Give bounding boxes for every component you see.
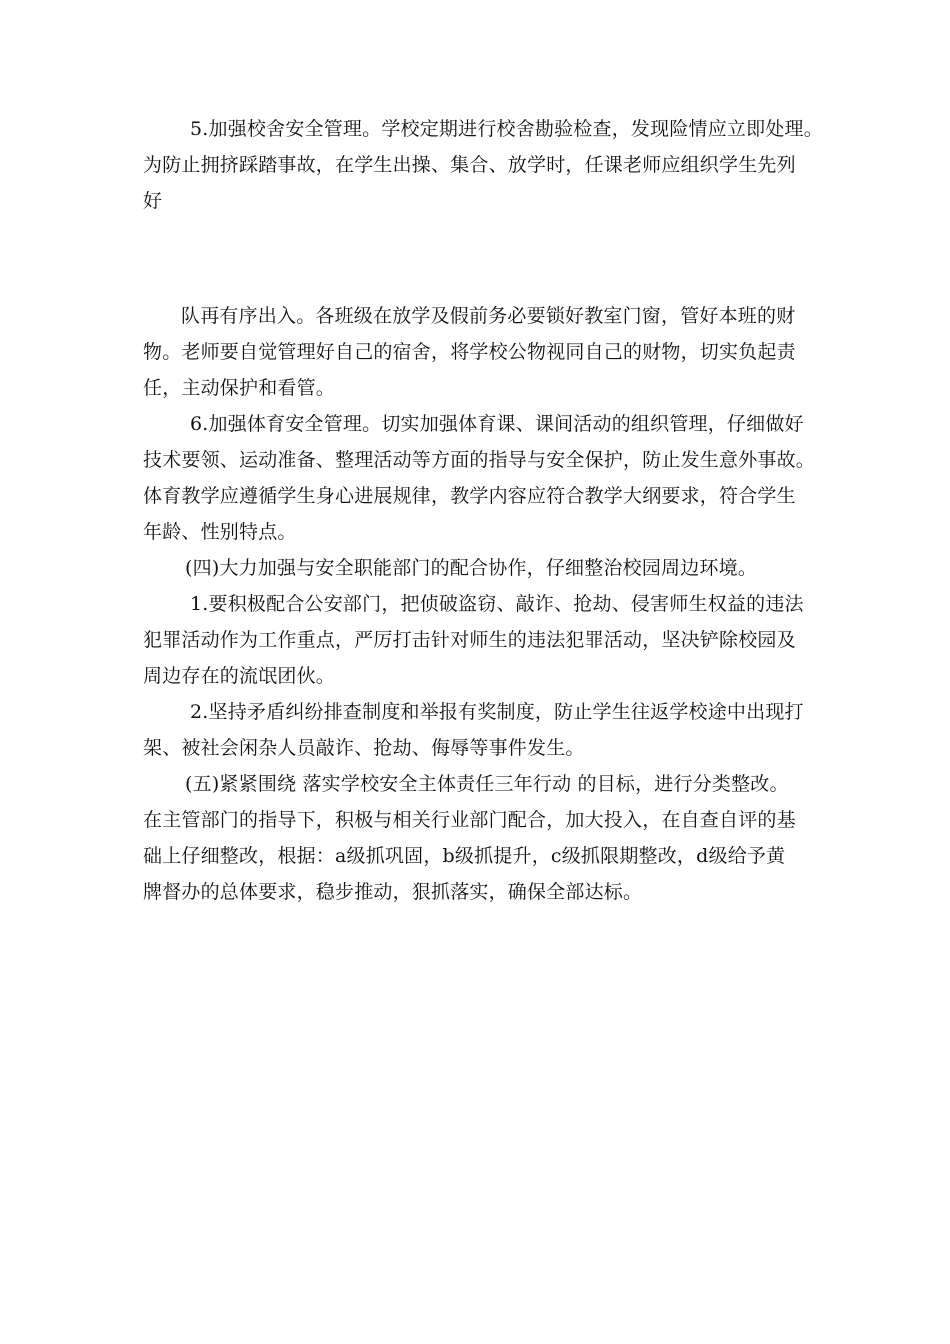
text-line: 5.加强校舍安全管理。学校定期进行校舍勘验检查，发现险情应立即处理。 xyxy=(190,118,823,140)
text-line: 体育教学应遵循学生身心进展规律，教学内容应符合教学大纲要求，符合学生 xyxy=(143,485,796,507)
section-heading: (五)紧紧围绕 落实学校安全主体责任三年行动 的目标，进行分类整改。 xyxy=(185,773,789,795)
text-line: 物。老师要自觉管理好自己的宿舍，将学校公物视同自己的财物，切实负起责 xyxy=(143,341,796,363)
text-line: 6.加强体育安全管理。切实加强体育课、课间活动的组织管理，仔细做好 xyxy=(190,413,804,435)
text-line: 在主管部门的指导下，积极与相关行业部门配合，加大投入，在自查自评的基 xyxy=(143,809,796,831)
paragraph-school-building-safety xyxy=(143,111,823,219)
text-line: 1.要积极配合公安部门，把侦破盗窃、敲诈、抢劫、侵害师生权益的违法 xyxy=(190,593,804,615)
text-line: 队再有序出入。各班级在放学及假前务必要锁好教室门窗，管好本班的财 xyxy=(181,305,796,327)
text-line: 任，主动保护和看管。 xyxy=(143,377,336,399)
text-line: 2.坚持矛盾纠纷排查制度和举报有奖制度，防止学生往返学校途中出现打 xyxy=(190,701,804,723)
text-line: 犯罪活动作为工作重点，严厉打击针对师生的违法犯罪活动，坚决铲除校园及 xyxy=(143,629,796,651)
text-line: 好 xyxy=(143,190,163,212)
text-line: 周边存在的流氓团伙。 xyxy=(143,665,336,687)
text-line: 础上仔细整改，根据：a级抓巩固，b级抓提升，c级抓限期整改，d级给予黄 xyxy=(143,845,786,867)
text-line: 架、被社会闲杂人员敲诈、抢劫、侮辱等事件发生。 xyxy=(143,737,585,759)
text-line: 年龄、性别特点。 xyxy=(143,521,297,543)
section-heading: (四)大力加强与安全职能部门的配合协作，仔细整治校园周边环境。 xyxy=(185,557,758,579)
paragraph-continued-content xyxy=(143,298,823,910)
text-line: 为防止拥挤踩踏事故，在学生出操、集合、放学时，任课老师应组织学生先列 xyxy=(143,154,796,176)
text-line: 牌督办的总体要求，稳步推动，狠抓落实，确保全部达标。 xyxy=(143,881,643,903)
text-line: 技术要领、运动准备、整理活动等方面的指导与安全保护，防止发生意外事故。 xyxy=(143,449,816,471)
